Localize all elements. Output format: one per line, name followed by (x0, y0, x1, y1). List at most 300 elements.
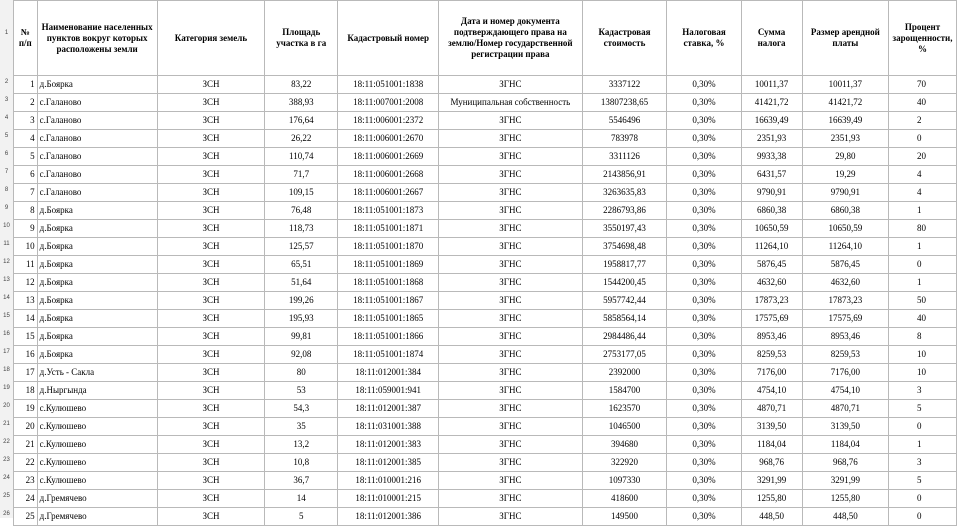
cell-area[interactable]: 118,73 (265, 220, 338, 238)
cell-tax-rate[interactable]: 0,30% (667, 274, 741, 292)
cell-document[interactable]: ЗГНС (439, 436, 582, 454)
cell-overgrowth[interactable]: 1 (889, 202, 957, 220)
cell-tax-amount[interactable]: 3139,50 (741, 418, 802, 436)
cell-document[interactable]: ЗГНС (439, 238, 582, 256)
cell-cadastral-number[interactable]: 18:11:051001:1838 (338, 76, 439, 94)
cell-cadastral-number[interactable]: 18:11:051001:1869 (338, 256, 439, 274)
cell-num[interactable]: 10 (14, 238, 38, 256)
cell-tax-amount[interactable]: 16639,49 (741, 112, 802, 130)
cell-cadastral-number[interactable]: 18:11:006001:2669 (338, 148, 439, 166)
cell-area[interactable]: 71,7 (265, 166, 338, 184)
cell-category[interactable]: ЗСН (157, 220, 265, 238)
cell-tax-rate[interactable]: 0,30% (667, 184, 741, 202)
header-area[interactable]: Площадь участка в га (265, 1, 338, 76)
cell-cadastral-number[interactable]: 18:11:007001:2008 (338, 94, 439, 112)
cell-document[interactable]: ЗГНС (439, 256, 582, 274)
cell-tax-rate[interactable]: 0,30% (667, 454, 741, 472)
cell-overgrowth[interactable]: 10 (889, 364, 957, 382)
cell-category[interactable]: ЗСН (157, 418, 265, 436)
row-number[interactable]: 13 (3, 277, 10, 283)
cell-num[interactable]: 18 (14, 382, 38, 400)
cell-document[interactable]: ЗГНС (439, 184, 582, 202)
cell-category[interactable]: ЗСН (157, 364, 265, 382)
row-number[interactable]: 14 (3, 295, 10, 301)
cell-area[interactable]: 5 (265, 508, 338, 526)
cell-cadastral-number[interactable]: 18:11:012001:387 (338, 400, 439, 418)
cell-tax-amount[interactable]: 4632,60 (741, 274, 802, 292)
cell-rent[interactable]: 17873,23 (802, 292, 888, 310)
header-tax-amount[interactable]: Сумма налога (741, 1, 802, 76)
cell-cadastral-value[interactable]: 2143856,91 (582, 166, 667, 184)
cell-area[interactable]: 14 (265, 490, 338, 508)
cell-settlement[interactable]: д.Боярка (37, 310, 157, 328)
cell-tax-amount[interactable]: 2351,93 (741, 130, 802, 148)
cell-cadastral-value[interactable]: 5546496 (582, 112, 667, 130)
cell-num[interactable]: 15 (14, 328, 38, 346)
cell-rent[interactable]: 448,50 (802, 508, 888, 526)
cell-tax-rate[interactable]: 0,30% (667, 400, 741, 418)
cell-cadastral-value[interactable]: 3337122 (582, 76, 667, 94)
cell-tax-amount[interactable]: 4754,10 (741, 382, 802, 400)
cell-area[interactable]: 76,48 (265, 202, 338, 220)
header-overgrowth[interactable]: Процент зарощенности, % (889, 1, 957, 76)
row-number[interactable]: 25 (3, 493, 10, 499)
cell-overgrowth[interactable]: 40 (889, 94, 957, 112)
cell-document[interactable]: ЗГНС (439, 346, 582, 364)
cell-num[interactable]: 13 (14, 292, 38, 310)
cell-cadastral-value[interactable]: 3754698,48 (582, 238, 667, 256)
cell-settlement[interactable]: с.Галаново (37, 184, 157, 202)
cell-category[interactable]: ЗСН (157, 184, 265, 202)
cell-cadastral-value[interactable]: 2753177,05 (582, 346, 667, 364)
cell-overgrowth[interactable]: 4 (889, 184, 957, 202)
cell-tax-amount[interactable]: 3291,99 (741, 472, 802, 490)
cell-cadastral-number[interactable]: 18:11:051001:1874 (338, 346, 439, 364)
cell-document[interactable]: ЗГНС (439, 112, 582, 130)
cell-cadastral-number[interactable]: 18:11:051001:1867 (338, 292, 439, 310)
header-rent[interactable]: Размер арендной платы (802, 1, 888, 76)
cell-category[interactable]: ЗСН (157, 292, 265, 310)
cell-rent[interactable]: 17575,69 (802, 310, 888, 328)
cell-rent[interactable]: 10011,37 (802, 76, 888, 94)
cell-settlement[interactable]: д.Боярка (37, 220, 157, 238)
cell-rent[interactable]: 4632,60 (802, 274, 888, 292)
cell-document[interactable]: ЗГНС (439, 400, 582, 418)
cell-cadastral-number[interactable]: 18:11:051001:1871 (338, 220, 439, 238)
cell-rent[interactable]: 3139,50 (802, 418, 888, 436)
cell-rent[interactable]: 10650,59 (802, 220, 888, 238)
row-number[interactable]: 2 (4, 79, 9, 85)
cell-overgrowth[interactable]: 2 (889, 112, 957, 130)
cell-cadastral-number[interactable]: 18:11:006001:2670 (338, 130, 439, 148)
cell-num[interactable]: 25 (14, 508, 38, 526)
cell-cadastral-value[interactable]: 5858564,14 (582, 310, 667, 328)
cell-category[interactable]: ЗСН (157, 310, 265, 328)
cell-area[interactable]: 10,8 (265, 454, 338, 472)
cell-tax-rate[interactable]: 0,30% (667, 94, 741, 112)
cell-rent[interactable]: 8953,46 (802, 328, 888, 346)
cell-settlement[interactable]: д.Боярка (37, 238, 157, 256)
cell-settlement[interactable]: д.Гремячево (37, 508, 157, 526)
cell-rent[interactable]: 16639,49 (802, 112, 888, 130)
cell-category[interactable]: ЗСН (157, 400, 265, 418)
cell-tax-rate[interactable]: 0,30% (667, 256, 741, 274)
cell-cadastral-value[interactable]: 2984486,44 (582, 328, 667, 346)
cell-area[interactable]: 195,93 (265, 310, 338, 328)
cell-cadastral-number[interactable]: 18:11:006001:2372 (338, 112, 439, 130)
cell-num[interactable]: 23 (14, 472, 38, 490)
cell-category[interactable]: ЗСН (157, 490, 265, 508)
cell-cadastral-value[interactable]: 1046500 (582, 418, 667, 436)
cell-category[interactable]: ЗСН (157, 202, 265, 220)
cell-document[interactable]: Муниципальная собственность (439, 94, 582, 112)
row-number[interactable]: 10 (3, 223, 10, 229)
row-number[interactable]: 15 (3, 313, 10, 319)
cell-area[interactable]: 35 (265, 418, 338, 436)
cell-category[interactable]: ЗСН (157, 166, 265, 184)
cell-area[interactable]: 92,08 (265, 346, 338, 364)
cell-tax-amount[interactable]: 9933,38 (741, 148, 802, 166)
cell-settlement[interactable]: д.Гремячево (37, 490, 157, 508)
cell-tax-rate[interactable]: 0,30% (667, 130, 741, 148)
cell-document[interactable]: ЗГНС (439, 508, 582, 526)
cell-tax-amount[interactable]: 8953,46 (741, 328, 802, 346)
row-number[interactable]: 17 (3, 349, 10, 355)
cell-settlement[interactable]: д.Боярка (37, 346, 157, 364)
cell-overgrowth[interactable]: 0 (889, 130, 957, 148)
row-number[interactable]: 22 (3, 439, 10, 445)
cell-document[interactable]: ЗГНС (439, 328, 582, 346)
cell-area[interactable]: 53 (265, 382, 338, 400)
cell-cadastral-value[interactable]: 1958817,77 (582, 256, 667, 274)
cell-area[interactable]: 109,15 (265, 184, 338, 202)
cell-overgrowth[interactable]: 5 (889, 472, 957, 490)
cell-document[interactable]: ЗГНС (439, 220, 582, 238)
cell-cadastral-number[interactable]: 18:11:010001:215 (338, 490, 439, 508)
cell-tax-rate[interactable]: 0,30% (667, 436, 741, 454)
cell-category[interactable]: ЗСН (157, 148, 265, 166)
cell-tax-amount[interactable]: 17575,69 (741, 310, 802, 328)
cell-tax-rate[interactable]: 0,30% (667, 148, 741, 166)
cell-cadastral-value[interactable]: 418600 (582, 490, 667, 508)
row-number[interactable]: 1 (4, 30, 9, 36)
cell-cadastral-value[interactable]: 2392000 (582, 364, 667, 382)
cell-tax-rate[interactable]: 0,30% (667, 490, 741, 508)
cell-rent[interactable]: 3291,99 (802, 472, 888, 490)
cell-settlement[interactable]: с.Галаново (37, 130, 157, 148)
cell-rent[interactable]: 41421,72 (802, 94, 888, 112)
cell-settlement[interactable]: д.Боярка (37, 76, 157, 94)
cell-rent[interactable]: 29,80 (802, 148, 888, 166)
cell-tax-amount[interactable]: 11264,10 (741, 238, 802, 256)
cell-tax-amount[interactable]: 1184,04 (741, 436, 802, 454)
cell-tax-amount[interactable]: 6431,57 (741, 166, 802, 184)
cell-settlement[interactable]: с.Галаново (37, 112, 157, 130)
cell-area[interactable]: 176,64 (265, 112, 338, 130)
cell-cadastral-value[interactable]: 394680 (582, 436, 667, 454)
cell-cadastral-value[interactable]: 1097330 (582, 472, 667, 490)
cell-overgrowth[interactable]: 0 (889, 418, 957, 436)
cell-area[interactable]: 99,81 (265, 328, 338, 346)
cell-document[interactable]: ЗГНС (439, 382, 582, 400)
cell-cadastral-number[interactable]: 18:11:012001:383 (338, 436, 439, 454)
cell-overgrowth[interactable]: 40 (889, 310, 957, 328)
cell-num[interactable]: 5 (14, 148, 38, 166)
cell-document[interactable]: ЗГНС (439, 202, 582, 220)
cell-cadastral-number[interactable]: 18:11:012001:386 (338, 508, 439, 526)
cell-area[interactable]: 388,93 (265, 94, 338, 112)
cell-tax-rate[interactable]: 0,30% (667, 472, 741, 490)
cell-cadastral-value[interactable]: 1584700 (582, 382, 667, 400)
cell-document[interactable]: ЗГНС (439, 292, 582, 310)
cell-cadastral-number[interactable]: 18:11:059001:941 (338, 382, 439, 400)
cell-document[interactable]: ЗГНС (439, 130, 582, 148)
row-number[interactable]: 8 (4, 187, 9, 193)
cell-rent[interactable]: 7176,00 (802, 364, 888, 382)
cell-num[interactable]: 1 (14, 76, 38, 94)
cell-cadastral-value[interactable]: 2286793,86 (582, 202, 667, 220)
cell-settlement[interactable]: д.Ныргында (37, 382, 157, 400)
row-number[interactable]: 20 (3, 403, 10, 409)
cell-cadastral-value[interactable]: 783978 (582, 130, 667, 148)
cell-category[interactable]: ЗСН (157, 130, 265, 148)
header-document[interactable]: Дата и номер документа подтверждающего права на землю/Номер государственной регистрации права (439, 1, 582, 76)
cell-overgrowth[interactable]: 1 (889, 436, 957, 454)
cell-num[interactable]: 20 (14, 418, 38, 436)
row-number[interactable]: 7 (4, 169, 9, 175)
row-number[interactable]: 16 (3, 331, 10, 337)
cell-settlement[interactable]: с.Кулюшево (37, 436, 157, 454)
cell-num[interactable]: 8 (14, 202, 38, 220)
cell-document[interactable]: ЗГНС (439, 364, 582, 382)
cell-tax-amount[interactable]: 8259,53 (741, 346, 802, 364)
cell-overgrowth[interactable]: 4 (889, 166, 957, 184)
cell-num[interactable]: 17 (14, 364, 38, 382)
cell-area[interactable]: 13,2 (265, 436, 338, 454)
cell-overgrowth[interactable]: 0 (889, 490, 957, 508)
cell-settlement[interactable]: с.Кулюшево (37, 418, 157, 436)
cell-num[interactable]: 9 (14, 220, 38, 238)
cell-num[interactable]: 14 (14, 310, 38, 328)
cell-cadastral-value[interactable]: 3550197,43 (582, 220, 667, 238)
cell-tax-rate[interactable]: 0,30% (667, 76, 741, 94)
cell-area[interactable]: 26,22 (265, 130, 338, 148)
cell-tax-rate[interactable]: 0,30% (667, 508, 741, 526)
header-num[interactable]: № п/п (14, 1, 38, 76)
cell-settlement[interactable]: д.Боярка (37, 328, 157, 346)
cell-cadastral-value[interactable]: 1623570 (582, 400, 667, 418)
row-number[interactable]: 24 (3, 475, 10, 481)
cell-cadastral-value[interactable]: 13807238,65 (582, 94, 667, 112)
cell-tax-rate[interactable]: 0,30% (667, 382, 741, 400)
cell-category[interactable]: ЗСН (157, 454, 265, 472)
cell-document[interactable]: ЗГНС (439, 490, 582, 508)
cell-area[interactable]: 199,26 (265, 292, 338, 310)
cell-tax-amount[interactable]: 6860,38 (741, 202, 802, 220)
cell-overgrowth[interactable]: 1 (889, 238, 957, 256)
cell-settlement[interactable]: с.Галаново (37, 148, 157, 166)
cell-tax-rate[interactable]: 0,30% (667, 238, 741, 256)
cell-category[interactable]: ЗСН (157, 328, 265, 346)
cell-tax-rate[interactable]: 0,30% (667, 310, 741, 328)
row-number[interactable]: 5 (4, 133, 9, 139)
header-settlement[interactable]: Наименование населенных пунктов вокруг которых расположены земли (37, 1, 157, 76)
cell-settlement[interactable]: с.Галаново (37, 166, 157, 184)
cell-cadastral-value[interactable]: 3263635,83 (582, 184, 667, 202)
cell-document[interactable]: ЗГНС (439, 310, 582, 328)
cell-cadastral-value[interactable]: 1544200,45 (582, 274, 667, 292)
cell-cadastral-number[interactable]: 18:11:051001:1866 (338, 328, 439, 346)
cell-overgrowth[interactable]: 70 (889, 76, 957, 94)
cell-category[interactable]: ЗСН (157, 382, 265, 400)
cell-cadastral-number[interactable]: 18:11:010001:216 (338, 472, 439, 490)
cell-document[interactable]: ЗГНС (439, 454, 582, 472)
cell-tax-amount[interactable]: 4870,71 (741, 400, 802, 418)
cell-tax-amount[interactable]: 10650,59 (741, 220, 802, 238)
cell-document[interactable]: ЗГНС (439, 166, 582, 184)
cell-tax-amount[interactable]: 968,76 (741, 454, 802, 472)
header-cadastral-value[interactable]: Кадастровая стоимость (582, 1, 667, 76)
cell-num[interactable]: 12 (14, 274, 38, 292)
cell-cadastral-value[interactable]: 3311126 (582, 148, 667, 166)
cell-cadastral-number[interactable]: 18:11:006001:2668 (338, 166, 439, 184)
cell-tax-rate[interactable]: 0,30% (667, 328, 741, 346)
cell-document[interactable]: ЗГНС (439, 274, 582, 292)
cell-num[interactable]: 7 (14, 184, 38, 202)
cell-category[interactable]: ЗСН (157, 472, 265, 490)
cell-rent[interactable]: 6860,38 (802, 202, 888, 220)
cell-settlement[interactable]: с.Кулюшево (37, 472, 157, 490)
cell-tax-rate[interactable]: 0,30% (667, 346, 741, 364)
cell-tax-rate[interactable]: 0,30% (667, 292, 741, 310)
cell-num[interactable]: 2 (14, 94, 38, 112)
cell-rent[interactable]: 5876,45 (802, 256, 888, 274)
cell-settlement[interactable]: с.Кулюшево (37, 454, 157, 472)
header-cadastral-number[interactable]: Кадастровый номер (338, 1, 439, 76)
cell-area[interactable]: 36,7 (265, 472, 338, 490)
cell-cadastral-number[interactable]: 18:11:006001:2667 (338, 184, 439, 202)
cell-cadastral-number[interactable]: 18:11:031001:388 (338, 418, 439, 436)
cell-overgrowth[interactable]: 3 (889, 454, 957, 472)
cell-rent[interactable]: 4754,10 (802, 382, 888, 400)
cell-tax-rate[interactable]: 0,30% (667, 220, 741, 238)
cell-cadastral-number[interactable]: 18:11:012001:384 (338, 364, 439, 382)
cell-category[interactable]: ЗСН (157, 256, 265, 274)
cell-rent[interactable]: 1255,80 (802, 490, 888, 508)
cell-cadastral-value[interactable]: 322920 (582, 454, 667, 472)
cell-rent[interactable]: 968,76 (802, 454, 888, 472)
row-number[interactable]: 9 (4, 205, 9, 211)
cell-rent[interactable]: 4870,71 (802, 400, 888, 418)
cell-num[interactable]: 19 (14, 400, 38, 418)
cell-area[interactable]: 110,74 (265, 148, 338, 166)
row-number[interactable]: 23 (3, 457, 10, 463)
cell-tax-amount[interactable]: 5876,45 (741, 256, 802, 274)
row-number[interactable]: 11 (3, 241, 10, 247)
cell-rent[interactable]: 9790,91 (802, 184, 888, 202)
row-number[interactable]: 4 (4, 115, 9, 121)
cell-rent[interactable]: 11264,10 (802, 238, 888, 256)
cell-overgrowth[interactable]: 8 (889, 328, 957, 346)
cell-document[interactable]: ЗГНС (439, 76, 582, 94)
cell-tax-rate[interactable]: 0,30% (667, 418, 741, 436)
cell-overgrowth[interactable]: 20 (889, 148, 957, 166)
cell-cadastral-number[interactable]: 18:11:051001:1870 (338, 238, 439, 256)
cell-cadastral-number[interactable]: 18:11:051001:1868 (338, 274, 439, 292)
cell-area[interactable]: 65,51 (265, 256, 338, 274)
cell-document[interactable]: ЗГНС (439, 418, 582, 436)
row-number[interactable]: 6 (4, 151, 9, 157)
cell-cadastral-number[interactable]: 18:11:051001:1873 (338, 202, 439, 220)
cell-tax-rate[interactable]: 0,30% (667, 202, 741, 220)
cell-overgrowth[interactable]: 3 (889, 382, 957, 400)
cell-num[interactable]: 4 (14, 130, 38, 148)
cell-overgrowth[interactable]: 10 (889, 346, 957, 364)
cell-settlement[interactable]: д.Боярка (37, 202, 157, 220)
cell-category[interactable]: ЗСН (157, 94, 265, 112)
cell-area[interactable]: 54,3 (265, 400, 338, 418)
cell-tax-rate[interactable]: 0,30% (667, 364, 741, 382)
cell-category[interactable]: ЗСН (157, 508, 265, 526)
cell-tax-amount[interactable]: 41421,72 (741, 94, 802, 112)
cell-document[interactable]: ЗГНС (439, 472, 582, 490)
cell-settlement[interactable]: д.Боярка (37, 274, 157, 292)
row-number[interactable]: 12 (3, 259, 10, 265)
cell-settlement[interactable]: с.Галаново (37, 94, 157, 112)
cell-rent[interactable]: 19,29 (802, 166, 888, 184)
cell-cadastral-number[interactable]: 18:11:012001:385 (338, 454, 439, 472)
cell-tax-amount[interactable]: 7176,00 (741, 364, 802, 382)
cell-rent[interactable]: 2351,93 (802, 130, 888, 148)
cell-tax-amount[interactable]: 1255,80 (741, 490, 802, 508)
cell-tax-amount[interactable]: 10011,37 (741, 76, 802, 94)
cell-tax-amount[interactable]: 9790,91 (741, 184, 802, 202)
cell-overgrowth[interactable]: 0 (889, 256, 957, 274)
cell-category[interactable]: ЗСН (157, 274, 265, 292)
row-number[interactable]: 18 (3, 367, 10, 373)
cell-settlement[interactable]: д.Боярка (37, 256, 157, 274)
cell-overgrowth[interactable]: 50 (889, 292, 957, 310)
cell-category[interactable]: ЗСН (157, 76, 265, 94)
cell-cadastral-value[interactable]: 149500 (582, 508, 667, 526)
cell-area[interactable]: 125,57 (265, 238, 338, 256)
cell-num[interactable]: 16 (14, 346, 38, 364)
cell-document[interactable]: ЗГНС (439, 148, 582, 166)
cell-settlement[interactable]: д.Боярка (37, 292, 157, 310)
row-number[interactable]: 3 (4, 97, 9, 103)
cell-cadastral-number[interactable]: 18:11:051001:1865 (338, 310, 439, 328)
cell-overgrowth[interactable]: 1 (889, 274, 957, 292)
cell-settlement[interactable]: д.Усть - Сакла (37, 364, 157, 382)
cell-overgrowth[interactable]: 0 (889, 508, 957, 526)
cell-area[interactable]: 80 (265, 364, 338, 382)
cell-num[interactable]: 11 (14, 256, 38, 274)
header-category[interactable]: Категория земель (157, 1, 265, 76)
cell-area[interactable]: 51,64 (265, 274, 338, 292)
cell-overgrowth[interactable]: 5 (889, 400, 957, 418)
cell-rent[interactable]: 8259,53 (802, 346, 888, 364)
cell-rent[interactable]: 1184,04 (802, 436, 888, 454)
cell-category[interactable]: ЗСН (157, 436, 265, 454)
cell-tax-amount[interactable]: 17873,23 (741, 292, 802, 310)
cell-category[interactable]: ЗСН (157, 238, 265, 256)
cell-overgrowth[interactable]: 80 (889, 220, 957, 238)
cell-cadastral-value[interactable]: 5957742,44 (582, 292, 667, 310)
row-number[interactable]: 21 (3, 421, 10, 427)
header-tax-rate[interactable]: Налоговая ставка, % (667, 1, 741, 76)
cell-num[interactable]: 22 (14, 454, 38, 472)
cell-tax-amount[interactable]: 448,50 (741, 508, 802, 526)
